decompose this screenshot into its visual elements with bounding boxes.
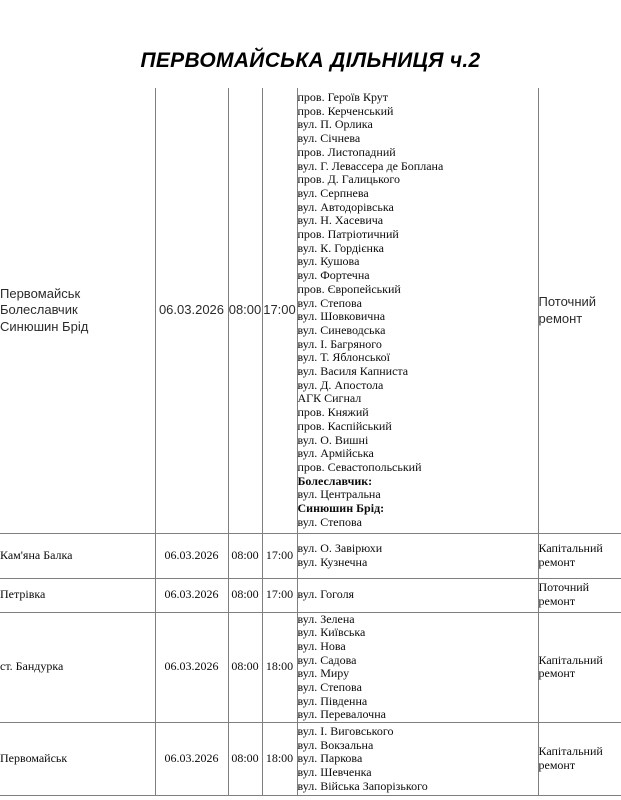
street-item: пров. Героїв Крут bbox=[297, 90, 389, 104]
location-line: Первомайськ bbox=[0, 285, 81, 301]
location-line: Болеславчик bbox=[0, 302, 78, 317]
street-item: вул. Миру bbox=[297, 666, 350, 681]
start-time-cell: 08:00 bbox=[228, 723, 262, 796]
location-cell bbox=[0, 612, 155, 723]
location-cell bbox=[0, 578, 155, 612]
street-item: вул. Василя Капниста bbox=[297, 364, 409, 379]
street-item: вул. Н. Хасевича bbox=[297, 213, 384, 228]
streets-cell bbox=[297, 612, 538, 723]
table-row bbox=[0, 723, 621, 796]
repair-type-cell: Капітальний ремонт bbox=[538, 533, 621, 578]
street-item: пров. Європейський bbox=[297, 281, 401, 296]
street-item: вул. Степова bbox=[297, 514, 362, 529]
street-item: вул. Синеводська bbox=[297, 322, 386, 337]
street-item: вул. Перевалочна bbox=[297, 707, 386, 722]
street-item: пров. Патріотичний bbox=[297, 227, 399, 242]
street-item: вул. Степова bbox=[297, 680, 362, 695]
page-title: ПЕРВОМАЙСЬКА ДІЛЬНИЦЯ ч.2 bbox=[140, 49, 481, 72]
streets-cell bbox=[297, 578, 538, 612]
street-item: вул. Садова bbox=[297, 652, 357, 667]
street-item: вул. Київська bbox=[297, 625, 366, 640]
table-row bbox=[0, 533, 621, 578]
schedule-table-body bbox=[0, 88, 621, 800]
street-item: вул. О. Завірюхи bbox=[297, 540, 383, 555]
location-cell bbox=[0, 723, 155, 796]
table-row bbox=[0, 612, 621, 723]
date-cell: 06.03.2026 bbox=[155, 578, 228, 612]
street-item: пров. Керченський bbox=[297, 103, 394, 118]
table-row-partial bbox=[0, 796, 621, 800]
street-item: вул. Січнева bbox=[297, 131, 361, 146]
street-item: вул. Шовковична bbox=[297, 309, 386, 324]
street-item: вул. Шевченка bbox=[297, 764, 372, 779]
table-row bbox=[0, 578, 621, 612]
date-cell: 06.03.2026 bbox=[155, 723, 228, 796]
repair-type-cell: Поточний ремонт bbox=[538, 578, 621, 612]
street-item: вул. Армійська bbox=[297, 446, 374, 461]
empty-cell bbox=[0, 796, 621, 800]
start-time-cell: 08:00 bbox=[228, 88, 262, 533]
end-time-cell: 18:00 bbox=[262, 612, 297, 723]
street-item: вул. Автодорівська bbox=[297, 199, 394, 214]
date-cell: 06.03.2026 bbox=[155, 88, 228, 533]
end-time-cell: 18:00 bbox=[262, 723, 297, 796]
location-line: Первомайськ bbox=[0, 751, 68, 766]
start-time-cell: 08:00 bbox=[228, 612, 262, 723]
street-item: вул. К. Гордієнка bbox=[297, 240, 384, 255]
street-item: вул. Зелена bbox=[297, 611, 355, 626]
street-item: вул. Гоголя bbox=[297, 587, 355, 602]
street-item: АГК Сигнал bbox=[297, 391, 362, 406]
table-row bbox=[0, 88, 621, 533]
end-time-cell: 17:00 bbox=[262, 578, 297, 612]
street-item: вул. Південна bbox=[297, 693, 368, 708]
street-item: вул. Серпнева bbox=[297, 185, 369, 200]
street-item: вул. І. Багряного bbox=[297, 336, 382, 351]
location-cell bbox=[0, 533, 155, 578]
street-item: пров. Севастопольський bbox=[297, 459, 422, 474]
street-item: вул. Війська Запорізького bbox=[297, 778, 428, 793]
repair-type-cell: Капітальний ремонт bbox=[538, 723, 621, 796]
street-item: пров. Каспійський bbox=[297, 418, 392, 433]
streets-cell bbox=[297, 88, 538, 533]
repair-type-cell: Капітальний ремонт bbox=[538, 612, 621, 723]
date-cell: 06.03.2026 bbox=[155, 533, 228, 578]
location-line: Синюшин Брід bbox=[0, 318, 89, 334]
street-item: пров. Листопадний bbox=[297, 144, 396, 159]
street-item: вул. Паркова bbox=[297, 751, 363, 766]
street-item: вул. Степова bbox=[297, 295, 362, 310]
location-line: Кам'яна Балка bbox=[0, 547, 73, 562]
street-item: пров. Княжий bbox=[297, 405, 369, 420]
outage-schedule-table bbox=[0, 88, 621, 800]
repair-type-cell: Поточний ремонт bbox=[538, 88, 621, 533]
streets-cell bbox=[297, 723, 538, 796]
settlement-subheader: Болеславчик: bbox=[297, 473, 373, 488]
location-line: Петрівка bbox=[0, 587, 46, 602]
settlement-subheader: Синюшин Брід: bbox=[297, 501, 385, 516]
street-item: вул. Нова bbox=[297, 638, 346, 653]
streets-cell bbox=[297, 533, 538, 578]
street-item: вул. Д. Апостола bbox=[297, 377, 384, 392]
street-item: вул. Г. Левассера де Боплана bbox=[297, 158, 444, 173]
street-item: вул. Центральна bbox=[297, 487, 381, 502]
start-time-cell: 08:00 bbox=[228, 533, 262, 578]
street-item: вул. Кузнечна bbox=[297, 554, 368, 569]
street-item: пров. Д. Галицького bbox=[297, 172, 400, 187]
street-item: вул. О. Вишні bbox=[297, 432, 369, 447]
start-time-cell: 08:00 bbox=[228, 578, 262, 612]
date-cell: 06.03.2026 bbox=[155, 612, 228, 723]
location-cell bbox=[0, 88, 155, 533]
end-time-cell: 17:00 bbox=[262, 533, 297, 578]
street-item: вул. І. Виговського bbox=[297, 723, 394, 738]
end-time-cell: 17:00 bbox=[262, 88, 297, 533]
street-item: вул. Кушова bbox=[297, 254, 360, 269]
location-line: ст. Бандурка bbox=[0, 659, 64, 674]
street-item: вул. Т. Яблонської bbox=[297, 350, 390, 365]
street-item: вул. Вокзальна bbox=[297, 737, 374, 752]
street-item: вул. Фортечна bbox=[297, 268, 370, 283]
street-item: вул. П. Орлика bbox=[297, 117, 373, 132]
